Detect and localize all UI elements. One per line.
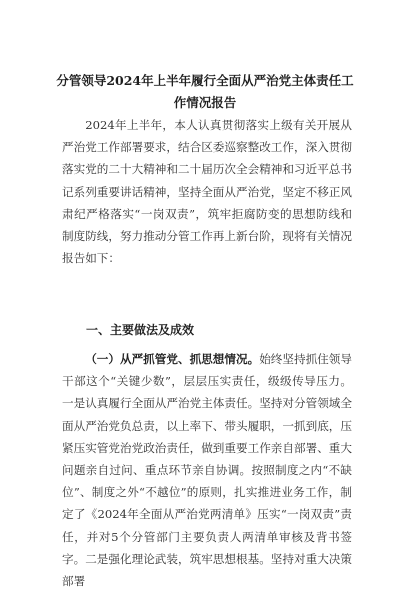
intro-paragraph: 2024年上半年，本人认真贯彻落实上级有关开展从严治党工作部署要求，结合区委巡察整改工作，深入贯彻落实党的二十大精神和二十届历次全会精神和习近平总书记系列重要讲话精神，坚持全面从严治党，坚定不移正风肃纪严格落实“一岗双责”，筑牢拒腐防变的思想防线和制度防线，努力推动分管工作再上新台阶，现将有关情况报告如下： [62, 118, 352, 266]
subsection-body-text: 始终坚持抓住领导干部这个“关键少数”，层层压实责任，级级传导压力。一是认真履行全面从严治党主体责任。坚持对分管领域全面从严治党负总责，以上率下、带头履职，一抓到底，压紧压实管党治党政治责任，做到重要工作亲自部署、重大问题亲自过问、重点环节亲自协调。按照制度之内“不缺位”、制度之外“不越位”的原则，扎实推进业务工作，制定了《2024年全面从严治党两清单》压实“一岗双责”责任，并对5个分管部门主要负责人两清单审核及背书签字。二是强化理论武装，筑牢思想根基。坚持对重大决策部署 [62, 352, 352, 589]
document-title: 分管领导2024年上半年履行全面从严治党主体责任工作情况报告 [56, 73, 354, 110]
section-heading-main-practices: 一、主要做法及成效 [86, 323, 195, 337]
subsection-paragraph [62, 348, 352, 592]
subsection-heading: （一）从严抓管党、抓思想情况。 [85, 352, 260, 366]
